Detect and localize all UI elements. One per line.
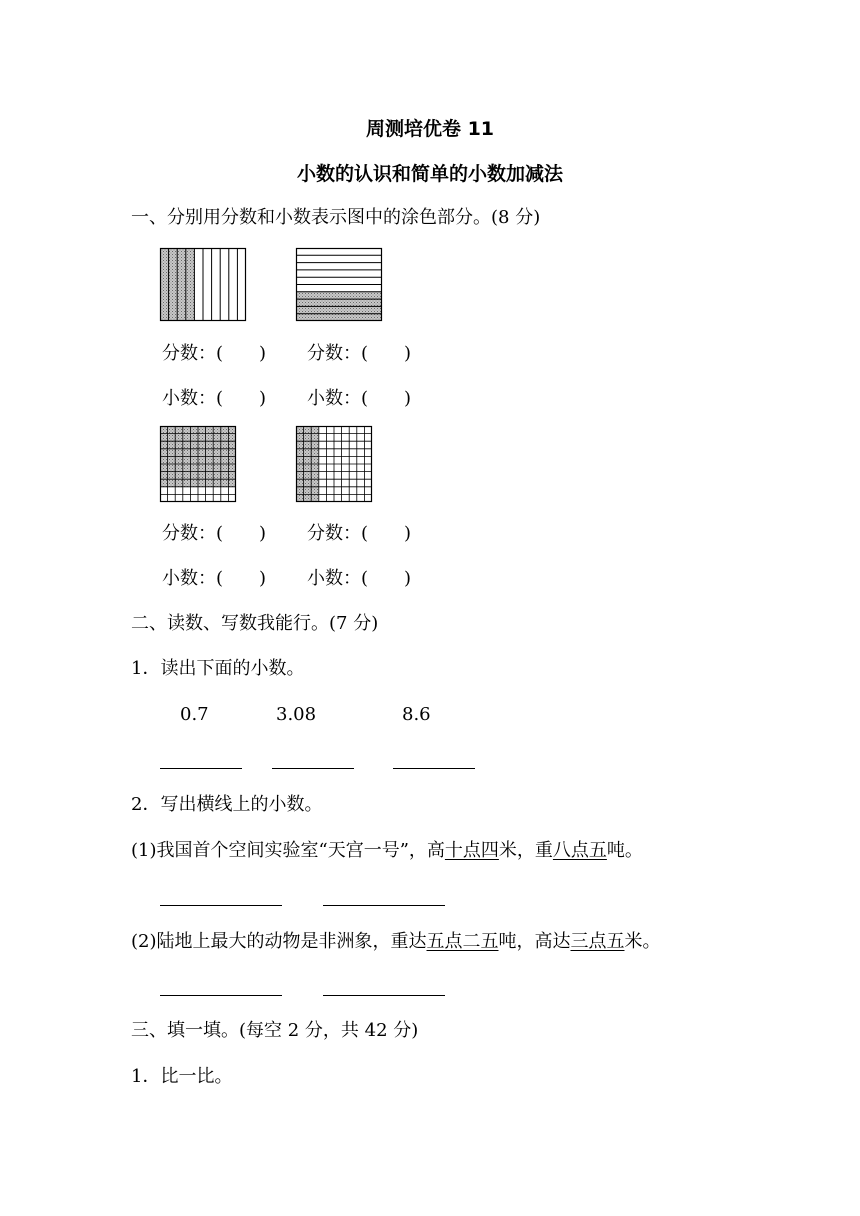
fraction-answer-3: 分数：( ) bbox=[162, 523, 267, 544]
horizontal-strips-figure bbox=[296, 248, 382, 321]
answer-blank[interactable] bbox=[160, 905, 282, 906]
shaded-strip bbox=[186, 248, 195, 321]
answer-blank[interactable] bbox=[272, 768, 354, 769]
vertical-strips-figure bbox=[160, 248, 246, 321]
shaded-strip bbox=[160, 248, 169, 321]
sentence-text: 米，重 bbox=[498, 840, 553, 861]
decimal-answer-4: 小数：( ) bbox=[307, 568, 412, 589]
answer-blank[interactable] bbox=[160, 768, 242, 769]
underlined-number-words: 三点五 bbox=[570, 931, 625, 952]
underlined-number-words: 五点二五 bbox=[426, 931, 499, 952]
sentence-text: (1)我国首个空间实验室“天宫一号”，高 bbox=[131, 840, 445, 861]
fraction-answer-4: 分数：( ) bbox=[307, 523, 412, 544]
decimal-answer-2: 小数：( ) bbox=[307, 388, 412, 409]
answer-blank[interactable] bbox=[393, 768, 475, 769]
answer-blank[interactable] bbox=[160, 995, 282, 996]
decimal-number-2: 3.08 bbox=[276, 704, 317, 725]
section2-heading: 二、读数、写数我能行。(7 分) bbox=[131, 613, 379, 634]
underlined-number-words: 十点四 bbox=[444, 840, 499, 861]
fraction-answer-1: 分数：( ) bbox=[162, 343, 267, 364]
sentence-text: 吨。 bbox=[606, 840, 643, 861]
question-2-2-part-2 bbox=[131, 930, 661, 954]
sentence-text: (2)陆地上最大的动物是非洲象，重达 bbox=[131, 931, 427, 952]
answer-blank[interactable] bbox=[323, 905, 445, 906]
shaded-strip bbox=[296, 299, 382, 306]
decimal-number-1: 0.7 bbox=[180, 704, 209, 725]
section1-heading: 一、分别用分数和小数表示图中的涂色部分。(8 分) bbox=[131, 207, 541, 228]
hundred-grid-figure-1 bbox=[160, 426, 236, 502]
shaded-strip bbox=[177, 248, 186, 321]
shaded-strip bbox=[296, 292, 382, 299]
section3-heading: 三、填一填。(每空 2 分，共 42 分) bbox=[131, 1020, 419, 1041]
page-subtitle: 小数的认识和简单的小数加减法 bbox=[296, 163, 563, 185]
question-2-1-label: 1．读出下面的小数。 bbox=[131, 658, 305, 679]
sentence-text: 吨，高达 bbox=[498, 931, 571, 952]
answer-blank[interactable] bbox=[323, 995, 445, 996]
question-2-2-part-1 bbox=[131, 839, 643, 863]
decimal-answer-3: 小数：( ) bbox=[162, 568, 267, 589]
question-3-1-label: 1．比一比。 bbox=[131, 1066, 233, 1087]
shaded-strip bbox=[169, 248, 178, 321]
fraction-answer-2: 分数：( ) bbox=[307, 343, 412, 364]
shaded-strip bbox=[296, 306, 382, 313]
underlined-number-words: 八点五 bbox=[552, 840, 607, 861]
hundred-grid-figure-2 bbox=[296, 426, 372, 502]
page-title: 周测培优卷 11 bbox=[365, 118, 495, 140]
sentence-text: 米。 bbox=[624, 931, 661, 952]
decimal-answer-1: 小数：( ) bbox=[162, 388, 267, 409]
question-2-2-label: 2．写出横线上的小数。 bbox=[131, 794, 323, 815]
decimal-number-3: 8.6 bbox=[402, 704, 431, 725]
